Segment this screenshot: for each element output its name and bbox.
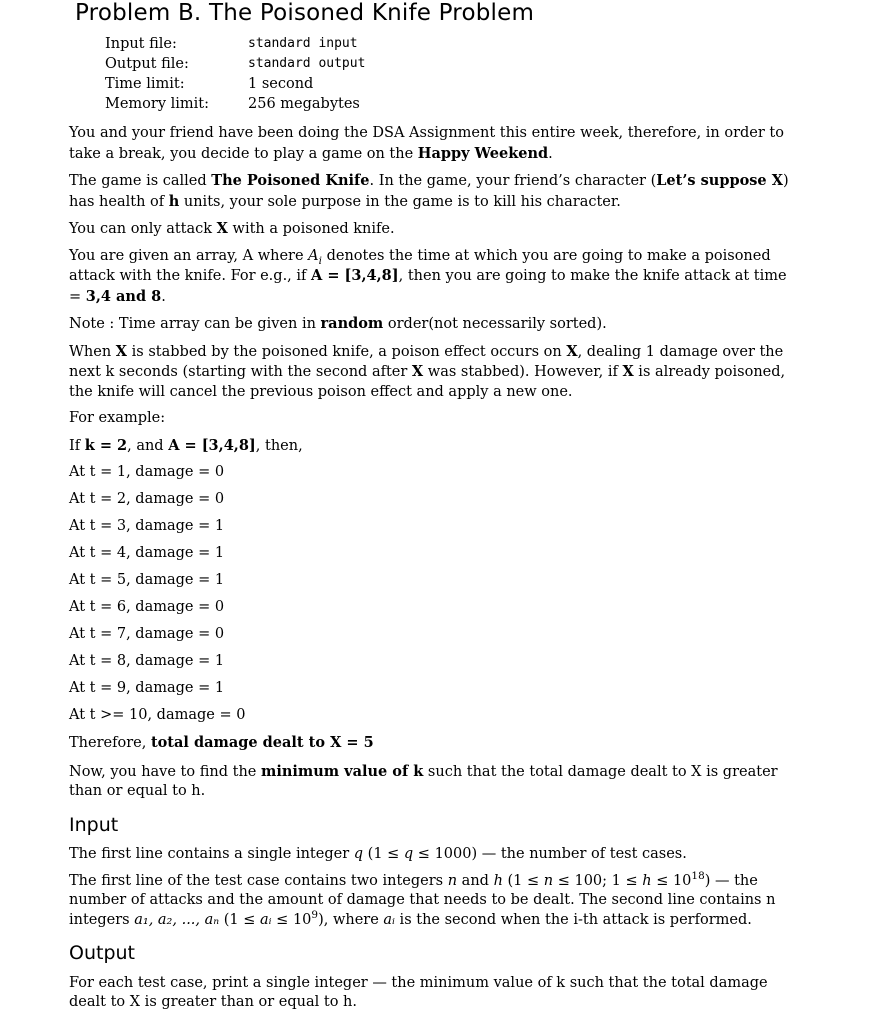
example-line: At t >= 10, damage = 0 bbox=[69, 707, 246, 723]
limit-label: Output file: bbox=[105, 56, 189, 72]
example-line: At t = 1, damage = 0 bbox=[69, 464, 225, 480]
paragraph-output: For each test case, print a single integer — the minimum value of k such that the total damage dealt to X is greater than or equal to h. bbox=[69, 974, 768, 1010]
paragraph-game: The game is called The Poisoned Knife. In the game, your friend’s character (Let’s suppose X) has health of h units, your sole purpose in the game is to kill his character. bbox=[69, 172, 789, 210]
paragraph-array: You are given an array, A where $A_i$ denotes the time at which you are going to make a poisoned attack with the knife. For e.g., if A = [3,4,8], then you are going to make the knife attack at time = 3,4 and 8. bbox=[69, 247, 787, 305]
limit-value: standard input bbox=[248, 36, 358, 51]
paragraph-attack: You can only attack X with a poisoned knife. bbox=[69, 220, 395, 237]
output-heading: Output bbox=[69, 942, 135, 964]
limit-value: standard output bbox=[248, 56, 366, 71]
limit-value: 1 second bbox=[248, 76, 314, 92]
paragraph-conclusion: Therefore, total damage dealt to X = 5 bbox=[69, 734, 374, 751]
paragraph-input-1: The first line contains a single integer q (1 ≤ q ≤ 1000) — the number of test cases. bbox=[69, 846, 687, 862]
paragraph-for-example: For example: bbox=[69, 410, 166, 426]
example-line: At t = 9, damage = 1 bbox=[69, 680, 225, 696]
example-line: At t = 3, damage = 1 bbox=[69, 518, 225, 534]
example-line: At t = 4, damage = 1 bbox=[69, 545, 225, 561]
limit-label: Memory limit: bbox=[105, 96, 210, 112]
paragraph-poison: When X is stabbed by the poisoned knife, a poison effect occurs on X, dealing 1 damage over the next k seconds (starting with the second after X was stabbed). However, if X is already poisoned, the knife will cancel the previous poison effect and apply a new one. bbox=[69, 342, 786, 400]
example-line: At t = 2, damage = 0 bbox=[69, 491, 225, 507]
paragraph-intro: You and your friend have been doing the DSA Assignment this entire week, therefore, in order to take a break, you decide to play a game on the Happy Weekend. bbox=[69, 125, 784, 162]
limit-label: Time limit: bbox=[105, 76, 185, 92]
example-line: At t = 6, damage = 0 bbox=[69, 599, 225, 615]
paragraph-if-k: If k = 2, and A = [3,4,8], then, bbox=[69, 436, 303, 454]
problem-statement bbox=[69, 124, 803, 1013]
paragraph-input-2: The first line of the test case contains two integers n and h (1 ≤ n ≤ 100; $1 \le h \le 10^{18}$) — the number of attacks and the amount of damage that needs to be dealt. The second line contains n integers a₁, a₂, ..., aₙ (1 ≤ aᵢ ≤ $10^9$), where aᵢ is the second when the i-th attack is performed. bbox=[69, 869, 776, 928]
limit-value: 256 megabytes bbox=[248, 96, 360, 112]
paragraph-note: Note : Time array can be given in random order(not necessarily sorted). bbox=[69, 315, 607, 332]
example-line: At t = 5, damage = 1 bbox=[69, 572, 225, 588]
example-line: At t = 7, damage = 0 bbox=[69, 626, 225, 642]
problem-title: Problem B. The Poisoned Knife Problem bbox=[75, 0, 535, 26]
limit-label: Input file: bbox=[105, 36, 177, 52]
paragraph-task: Now, you have to find the minimum value of k such that the total damage dealt to X is greater than or equal to h. bbox=[69, 762, 778, 799]
input-heading: Input bbox=[69, 813, 119, 836]
example-line: At t = 8, damage = 1 bbox=[69, 653, 225, 669]
